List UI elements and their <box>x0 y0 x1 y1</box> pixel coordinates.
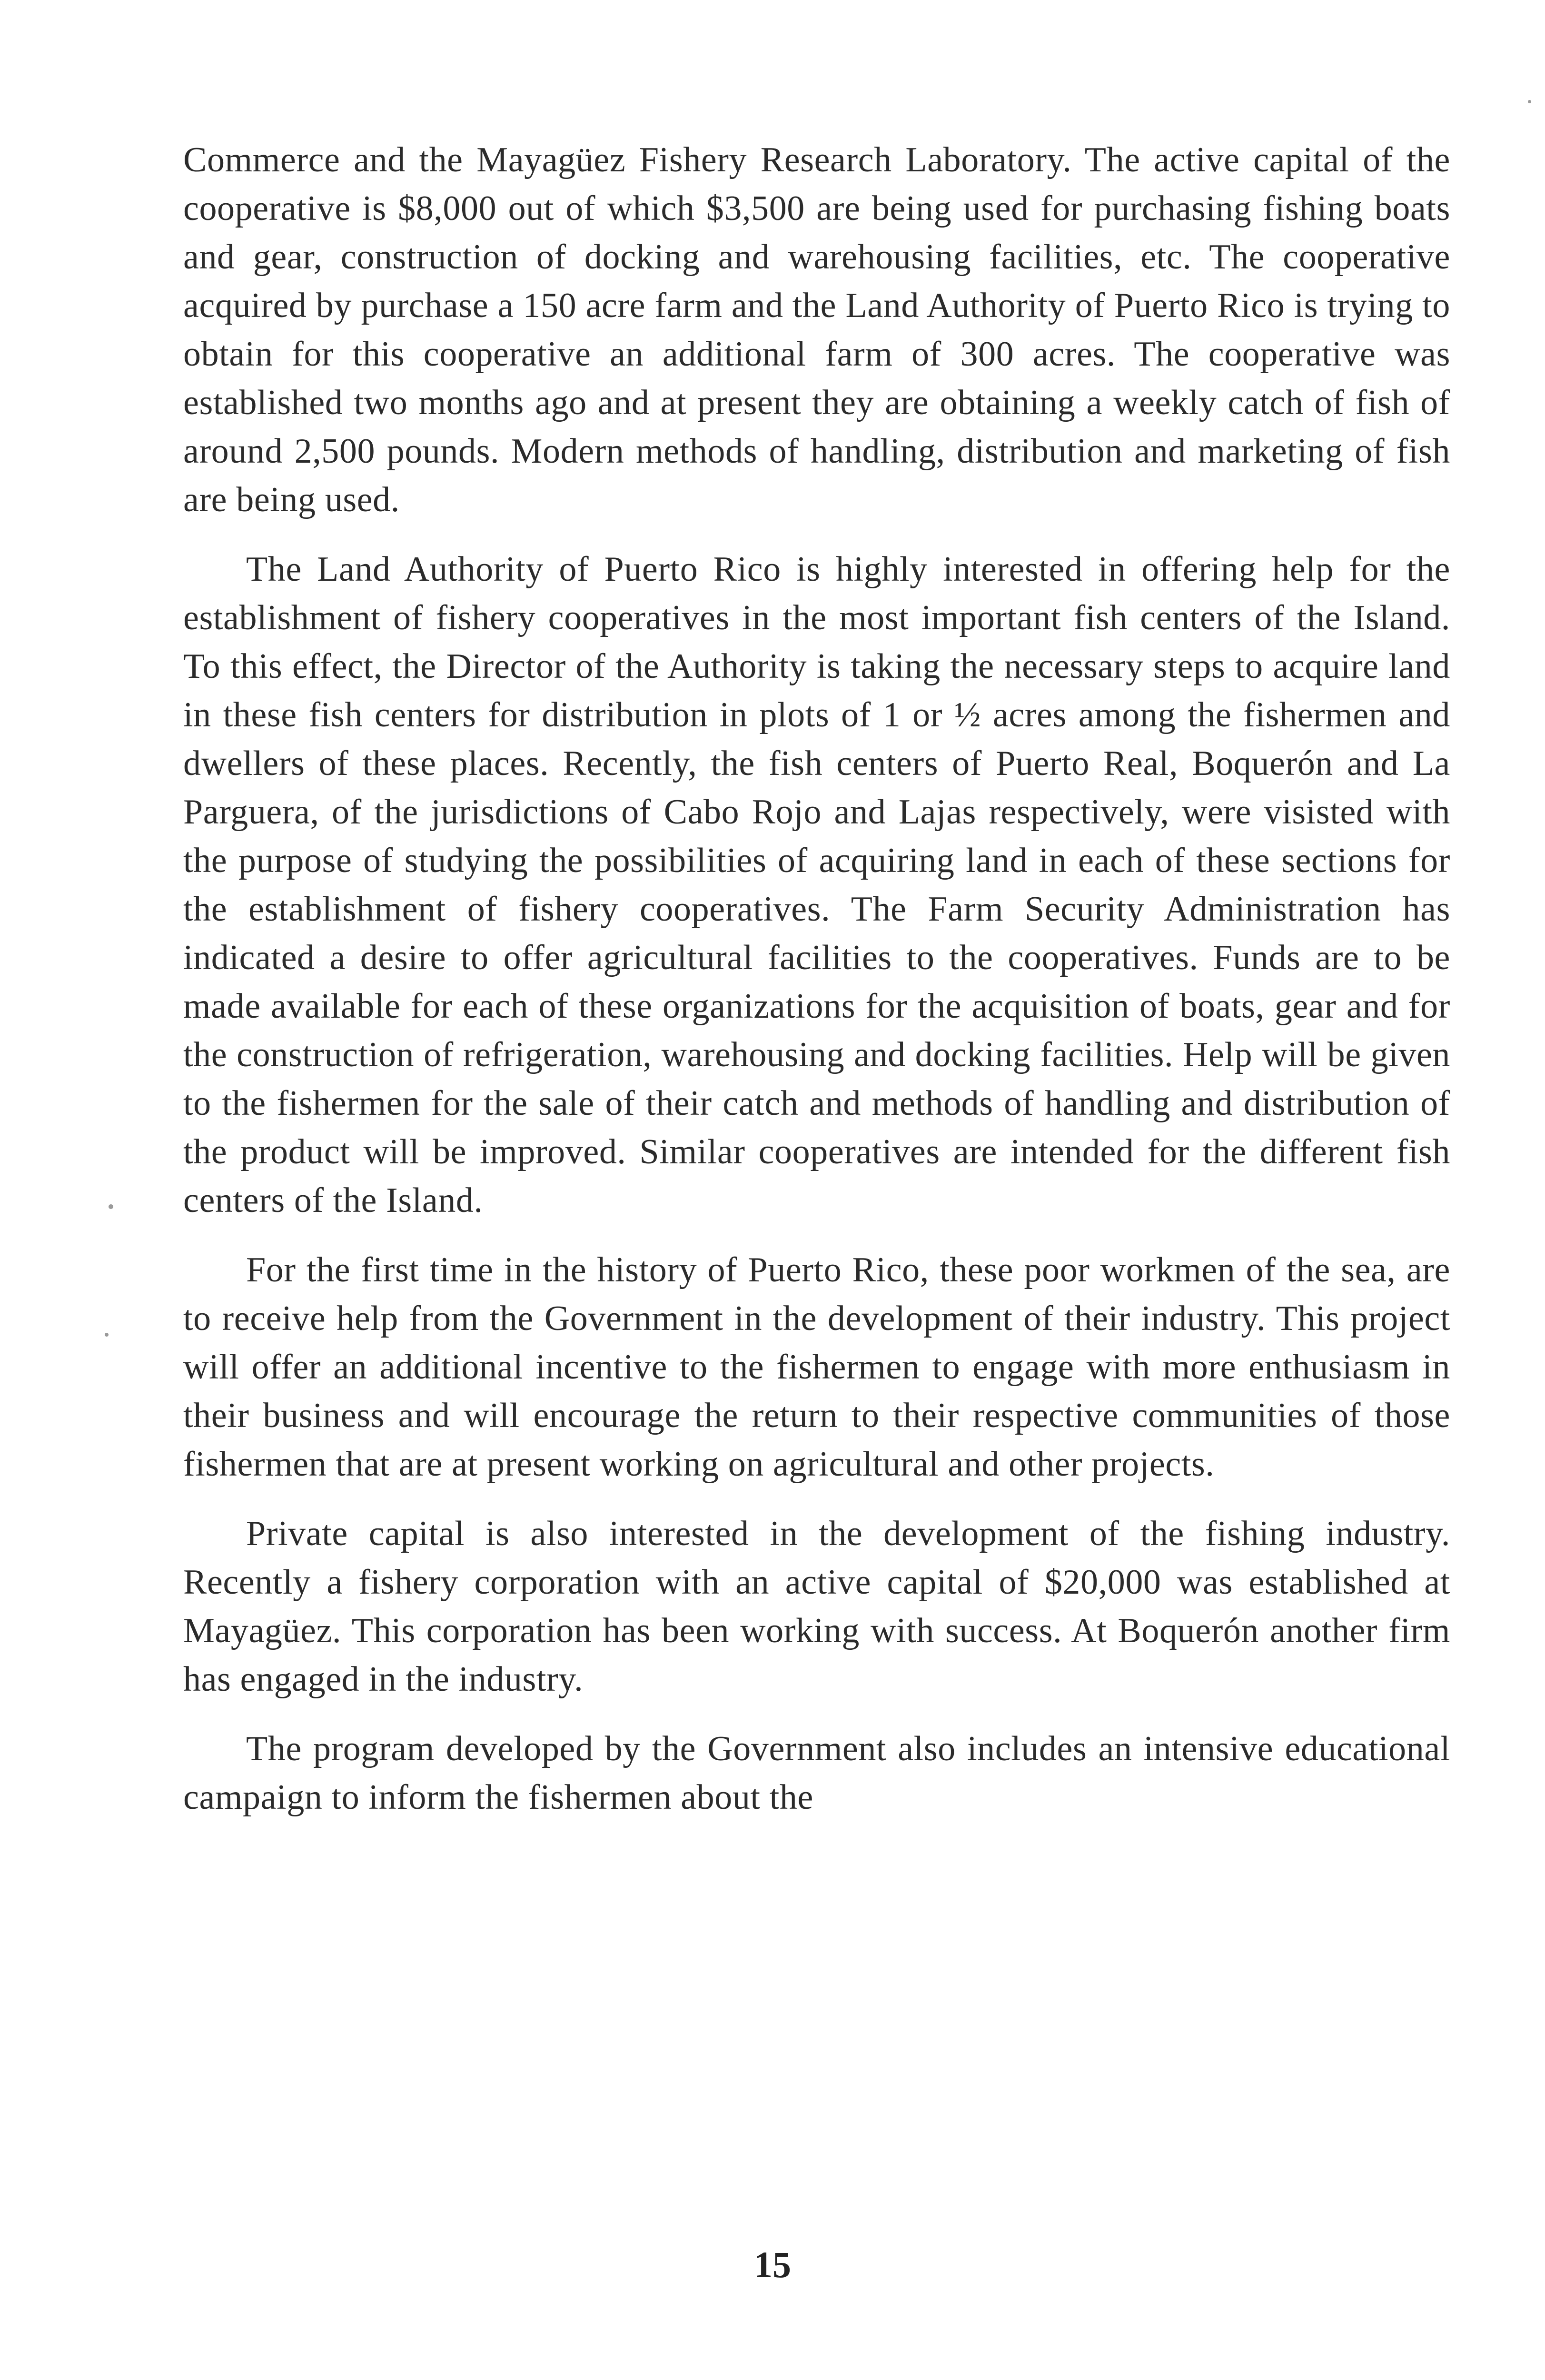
paragraph-5: The program developed by the Government also includes an intensive educational campaign to inform the fishermen about the <box>183 1729 1450 1817</box>
page-number: 15 <box>754 2244 791 2285</box>
scan-speck <box>1528 100 1531 103</box>
paragraph-4: Private capital is also interested in the development of the fishing industry. Recently a fishery corporation with an active capital of $20,000 was established at Mayagüez. This corporation has been working with success. At Boquerón another firm has engaged in the industry. <box>183 1514 1450 1699</box>
paragraph-2: The Land Authority of Puerto Rico is highly interested in offering help for the establishment of fishery cooperatives in the most important fish centers of the Island. To this effect, the Director of the Authority is taking the necessary steps to acquire land in these fish centers for distribution in plots of 1 or ½ acres among the fishermen and dwellers of these places. Recently, the fish centers of Puerto Real, Boquerón and La Parguera, of the jurisdictions of Cabo Rojo and Lajas respectively, were visisted with the purpose of studying the possibilities of acquiring land in each of these sections for the establishment of fishery cooperatives. The Farm Security Administration has indicated a desire to offer agricultural facilities to the cooperatives. Funds are to be made available for each of these organizations for the acquisition of boats, gear and for the construction of refrigeration, warehousing and docking facilities. Help will be given to the fishermen for the sale of their catch and methods of handling and distribution of the product will be improved. Similar cooperatives are intended for the different fish centers of the Island. <box>183 550 1450 1220</box>
scan-speck <box>109 1204 113 1209</box>
page-body <box>183 136 1450 1843</box>
scan-speck <box>105 1333 109 1337</box>
paragraph-1: Commerce and the Mayagüez Fishery Research Laboratory. The active capital of the cooperative is $8,000 out of which $3,500 are being used for purchasing fishing boats and gear, construction of docking and warehousing facilities, etc. The cooperative acquired by purchase a 150 acre farm and the Land Authority of Puerto Rico is trying to obtain for this cooperative an additional farm of 300 acres. The cooperative was established two months ago and at present they are obtaining a weekly catch of fish of around 2,500 pounds. Modern methods of handling, distribution and marketing of fish are being used. <box>183 140 1450 519</box>
paragraph-3: For the first time in the history of Puerto Rico, these poor workmen of the sea, are to receive help from the Government in the development of their industry. This project will offer an additional incentive to the fishermen to engage with more enthusiasm in their business and will encourage the return to their respective communities of those fishermen that are at present working on agricultural and other projects. <box>183 1250 1450 1484</box>
